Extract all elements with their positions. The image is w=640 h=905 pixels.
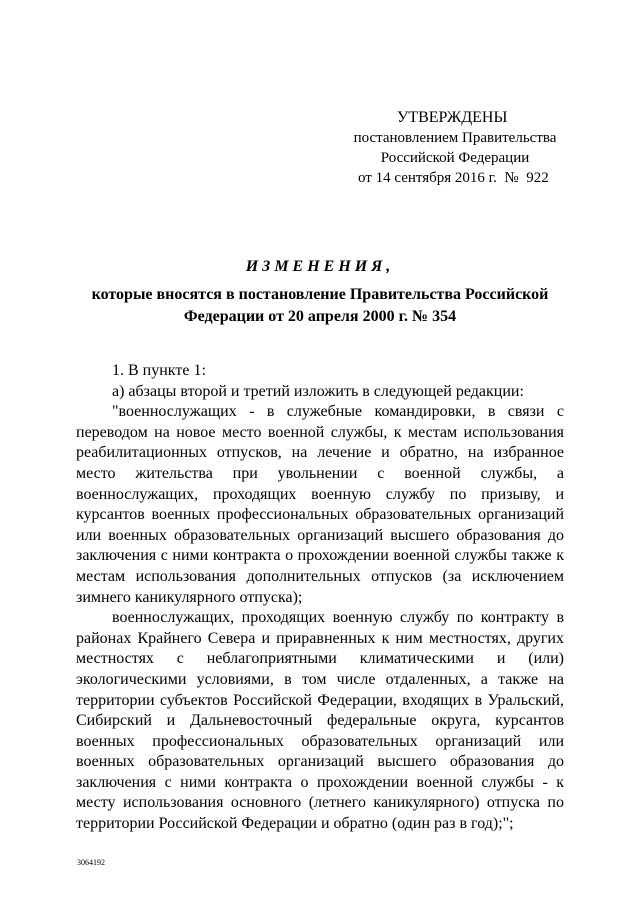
document-body	[76, 361, 564, 835]
document-code: 3064192	[77, 858, 105, 867]
subtitle-line-1: которые вносятся в постановление Правительства Российской	[91, 286, 549, 303]
approval-heading: УТВЕРЖДЕНЫ	[397, 109, 508, 126]
approval-date-line: от 14 сентября 2016 г. № 922	[358, 170, 549, 186]
item-1: 1. В пункте 1:	[112, 362, 206, 379]
paragraph-2: военнослужащих, проходящих военную службу по контракту в районах Крайнего Севера и приравненных к ним местностях, других местностях с неблагоприятными климатическими и (или) экологическими условиями, в том числе отдаленных, а также на территории субъектов Российской Федерации, входящих в Уральский, Сибирский и Дальневосточный федеральные округа, курсантов военных профессиональных образовательных организаций или военных образовательных организаций высшего образования до заключения с ними контракта о прохождении военной службы - к месту использования основного (летнего каникулярного) отпуска по территории Российской Федерации и обратно (один раз в год);";	[76, 609, 564, 833]
approval-line-1: постановлением Правительства	[353, 130, 557, 146]
approval-stamp	[340, 108, 570, 188]
approval-line-2: Российской Федерации	[380, 150, 530, 166]
document-title: ИЗМЕНЕНИЯ,	[245, 258, 395, 275]
subtitle-line-2: Федерации от 20 апреля 2000 г. № 354	[183, 308, 457, 325]
item-a: а) абзацы второй и третий изложить в следующей редакции:	[112, 382, 524, 400]
document-subtitle	[60, 284, 580, 328]
paragraph-1: "военнослужащих - в служебные командировки, в связи с переводом на новое место военной службы, к местам использования реабилитационных отпусков, на лечение и обратно, на избранное место жительства при увольнении с военной службы, а военнослужащих, проходящих военную службу по призыву, и курсантов военных профессиональных образовательных организаций или военных образовательных организаций высшего образования до заключения с ними контракта о прохождении военной службы также к местам использования дополнительных отпусков (за исключением зимнего каникулярного отпуска);	[76, 403, 564, 606]
